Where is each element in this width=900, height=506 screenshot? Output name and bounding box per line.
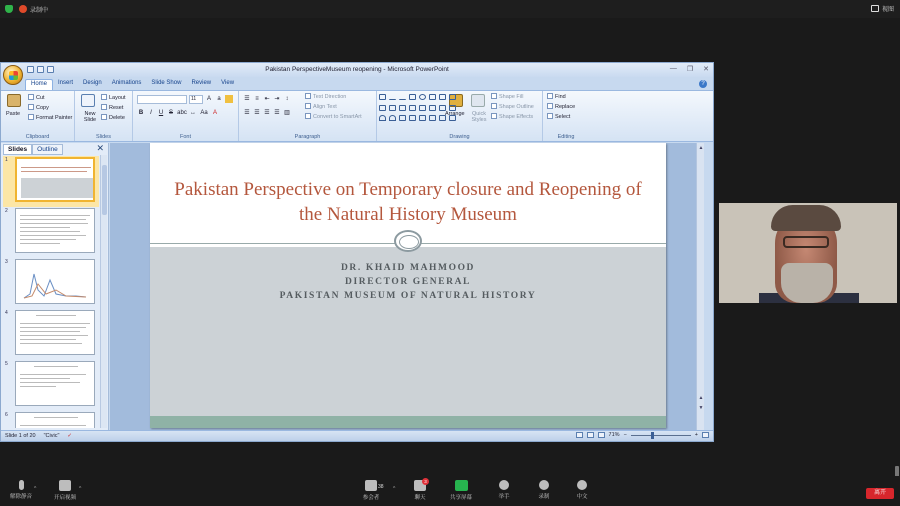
thumb-number: 6	[5, 412, 8, 418]
font-name-field[interactable]	[137, 95, 187, 104]
smartart-button[interactable]: Convert to SmartArt	[305, 113, 362, 120]
grid-view-icon	[871, 5, 879, 12]
delete-icon	[101, 114, 107, 120]
strikethrough-button[interactable]: S	[168, 110, 173, 116]
slide-thumbnail[interactable]	[3, 360, 99, 411]
office-button[interactable]	[3, 65, 23, 85]
thumb-number: 5	[5, 361, 8, 367]
language-button[interactable]: 中文	[572, 480, 592, 500]
line-spacing-icon[interactable]: ↕	[285, 96, 289, 102]
tab-insert[interactable]: Insert	[58, 80, 74, 86]
shape-bracket-icon[interactable]	[409, 105, 416, 111]
drawing-label: Drawing	[449, 134, 470, 140]
shape-rectangle-icon[interactable]	[409, 94, 416, 100]
bullets-icon[interactable]: ☰	[244, 96, 250, 102]
leave-button[interactable]: 离开	[866, 488, 894, 499]
increase-indent-icon[interactable]: ⇥	[274, 96, 280, 102]
video-options-icon[interactable]: ^	[79, 486, 82, 492]
pane-tabs	[3, 144, 63, 155]
zoom-top-bar	[0, 0, 900, 18]
scroll-up-icon[interactable]: ▲	[698, 145, 704, 151]
slide-editor	[110, 143, 704, 430]
thumb-preview	[15, 412, 95, 428]
zoom-out-icon[interactable]: −	[623, 432, 627, 438]
shape-arrow-icon[interactable]	[389, 105, 396, 111]
record-icon	[539, 480, 549, 490]
recording-label: 录制中	[30, 8, 49, 14]
slide-thumbnail[interactable]	[3, 258, 99, 309]
find-icon	[547, 93, 553, 99]
thumb-number: 2	[5, 208, 8, 214]
new-slide-icon[interactable]	[81, 94, 95, 107]
align-left-icon[interactable]: ☰	[244, 110, 250, 116]
chat-badge: 3	[422, 478, 429, 485]
font-group	[133, 91, 239, 141]
align-right-icon[interactable]: ☰	[264, 110, 270, 116]
slides-pane	[1, 143, 109, 430]
current-slide[interactable]	[150, 143, 666, 428]
audio-options-icon[interactable]: ^	[34, 486, 37, 492]
select-icon	[547, 113, 553, 119]
shape-outline-icon	[491, 103, 497, 109]
delete-button[interactable]: Delete	[101, 114, 125, 121]
copy-button[interactable]: Copy	[28, 104, 49, 111]
quick-styles-button[interactable]: Quick Styles	[471, 111, 487, 123]
paste-icon[interactable]	[7, 94, 21, 107]
ribbon-tabs	[25, 79, 239, 90]
thumb-preview	[15, 259, 95, 304]
reset-button[interactable]: Reset	[101, 104, 123, 111]
shape-rectangle-icon[interactable]	[379, 94, 386, 100]
thumb-number: 1	[5, 157, 8, 163]
clipboard-group	[1, 91, 75, 141]
layout-button[interactable]: Layout	[101, 94, 126, 101]
shrink-font-icon[interactable]: a	[217, 96, 221, 102]
thumb-preview	[15, 361, 95, 406]
participants-count: 38	[378, 484, 384, 490]
format-painter-button[interactable]: Format Painter	[28, 114, 72, 121]
grow-font-icon[interactable]: A	[206, 96, 211, 102]
arrange-button[interactable]: Arrange	[445, 111, 465, 117]
raise-hand-button[interactable]: 举手	[494, 480, 514, 500]
chat-icon	[414, 480, 426, 491]
new-slide-button[interactable]: New Slide	[83, 111, 97, 123]
subtitle-box[interactable]	[150, 247, 666, 417]
spellcheck-icon[interactable]: ✓	[67, 433, 73, 439]
share-screen-button[interactable]: 共享屏幕	[448, 480, 474, 501]
fit-slide-icon[interactable]	[702, 432, 709, 438]
unmute-button[interactable]: 解除静音	[8, 480, 34, 500]
paragraph-group	[239, 91, 377, 141]
view-label: 视图	[881, 7, 894, 13]
participants-button[interactable]: 参会者	[360, 480, 382, 501]
shape-bracket-icon[interactable]	[399, 105, 406, 111]
justify-icon[interactable]: ☰	[274, 110, 280, 116]
video-person-glasses	[783, 236, 829, 248]
slide-thumbnail[interactable]	[3, 411, 99, 428]
language-icon	[577, 480, 587, 490]
next-slide-icon[interactable]: ▼	[698, 405, 704, 411]
powerpoint-window	[0, 62, 714, 442]
tab-slide-show[interactable]: Slide Show	[151, 80, 182, 86]
minimize-icon[interactable]: —	[669, 65, 677, 72]
shadow-button[interactable]: abc	[177, 110, 187, 116]
thumb-number: 3	[5, 259, 8, 265]
editing-label: Editing	[557, 134, 575, 140]
format-painter-icon	[28, 114, 34, 120]
window-title: Pakistan PerspectiveMuseum reopening - Microsoft PowerPoint	[265, 66, 449, 73]
font-size-buttons	[205, 95, 233, 103]
shape-rectangle-icon[interactable]	[429, 94, 436, 100]
participants-options-icon[interactable]: ^	[393, 486, 396, 492]
start-video-button[interactable]: 开启视频	[52, 480, 78, 501]
tab-slides[interactable]: Slides	[3, 144, 32, 155]
tab-animations[interactable]: Animations	[111, 80, 142, 86]
shape-star-icon[interactable]	[429, 105, 436, 111]
slides-group	[75, 91, 133, 141]
shape-curve-icon[interactable]	[389, 115, 396, 121]
shape-line-icon[interactable]	[389, 94, 396, 100]
slide-title[interactable]: Pakistan Perspective on Temporary closure and Reopening of the Natural History Museum	[174, 179, 642, 225]
zoom-level[interactable]: 71%	[608, 432, 620, 438]
security-shield-icon[interactable]	[5, 5, 13, 13]
participants-icon	[365, 480, 377, 491]
align-text-button[interactable]: Align Text	[305, 103, 337, 110]
replace-icon	[547, 103, 553, 109]
clear-format-icon[interactable]	[225, 95, 233, 103]
change-case-button[interactable]: Aa	[200, 110, 208, 116]
shape-rectangle-icon[interactable]	[449, 94, 456, 100]
find-button[interactable]: Find	[547, 93, 566, 100]
reset-icon	[101, 104, 107, 110]
font-style-buttons	[137, 109, 219, 117]
shape-brace-icon[interactable]	[409, 115, 416, 121]
hand-icon	[499, 480, 509, 490]
shape-star-icon[interactable]	[419, 105, 426, 111]
chat-button[interactable]: 3 聊天	[410, 480, 430, 501]
window-controls	[670, 65, 709, 73]
thumbnail-list	[3, 156, 99, 428]
thumb-preview	[15, 208, 95, 253]
align-center-icon[interactable]: ☰	[254, 110, 260, 116]
spacing-icon[interactable]: ↔	[190, 110, 196, 116]
cut-icon	[28, 94, 34, 100]
font-label: Font	[179, 134, 191, 140]
status-right	[576, 432, 709, 438]
tab-review[interactable]: Review	[191, 80, 212, 86]
slide-scrollbar[interactable]	[696, 143, 704, 430]
shape-effects-icon	[491, 113, 497, 119]
numbering-icon[interactable]: ≡	[255, 96, 259, 102]
pane-scrollbar[interactable]	[100, 155, 107, 428]
layout-icon	[101, 94, 107, 100]
participant-video[interactable]	[719, 203, 897, 303]
chart-thumbnail	[16, 260, 94, 303]
clipboard-label: Clipboard	[25, 134, 50, 140]
underline-button[interactable]: U	[158, 110, 164, 116]
restore-icon[interactable]: ❐	[686, 66, 694, 73]
prev-slide-icon[interactable]: ▲	[698, 395, 704, 401]
replace-button[interactable]: Replace	[547, 103, 575, 110]
title-bar	[1, 63, 713, 77]
shapes-gallery[interactable]	[379, 94, 443, 124]
shape-fill-icon	[491, 93, 497, 99]
shape-brace-icon[interactable]	[399, 115, 406, 121]
quick-styles-icon[interactable]	[471, 94, 485, 107]
slides-label: Slides	[96, 134, 111, 140]
close-pane-icon[interactable]: ✕	[96, 143, 104, 153]
presenter-role: DIRECTOR GENERAL	[345, 277, 471, 287]
align-text-icon	[305, 103, 311, 109]
tab-outline[interactable]: Outline	[32, 144, 63, 155]
thumb-preview	[15, 157, 95, 202]
camera-off-icon	[59, 480, 71, 491]
shape-callout-icon[interactable]	[439, 105, 446, 111]
tab-view[interactable]: View	[221, 80, 235, 86]
view-button[interactable]	[871, 4, 894, 13]
slide-footer-band	[150, 416, 666, 428]
presenter-name: DR. KHAID MAHMOOD	[340, 263, 476, 273]
columns-icon[interactable]: ▥	[284, 110, 290, 116]
smartart-icon	[305, 113, 311, 119]
sorter-view-icon[interactable]	[587, 432, 594, 438]
zoom-slider[interactable]	[631, 435, 691, 436]
slideshow-view-icon[interactable]	[598, 432, 605, 438]
select-button[interactable]: Select	[547, 113, 570, 120]
pane-scroll-thumb[interactable]	[102, 165, 107, 215]
share-screen-icon	[455, 480, 468, 491]
text-direction-icon	[305, 93, 311, 99]
shape-outline-button[interactable]: Shape Outline	[491, 103, 534, 110]
paragraph-label: Paragraph	[294, 134, 321, 140]
ribbon	[1, 90, 713, 142]
help-icon[interactable]: ?	[699, 80, 707, 88]
video-person-hair	[771, 205, 841, 231]
thumb-number: 4	[5, 310, 8, 316]
microphone-muted-icon	[19, 480, 24, 490]
status-bar	[1, 430, 713, 441]
font-size-field[interactable]: 11	[189, 95, 203, 104]
shape-arrow-icon[interactable]	[379, 105, 386, 111]
divider-ornament	[394, 230, 422, 252]
tab-home[interactable]: Home	[25, 79, 53, 90]
theme-name: "Civic"	[43, 433, 60, 439]
zoom-in-icon[interactable]: +	[694, 432, 698, 438]
record-button[interactable]: 录制	[534, 480, 554, 500]
close-icon[interactable]: ✕	[703, 66, 709, 73]
slide-thumbnail[interactable]	[3, 156, 99, 207]
shape-effects-button[interactable]: Shape Effects	[491, 113, 533, 120]
shape-more-icon[interactable]	[439, 115, 446, 121]
tab-design[interactable]: Design	[83, 80, 102, 86]
zoom-slider-knob[interactable]	[651, 432, 654, 439]
slide-counter: Slide 1 of 20	[5, 433, 36, 439]
align-buttons	[243, 109, 291, 117]
bold-button[interactable]: B	[138, 110, 144, 116]
editing-group	[543, 91, 589, 141]
zoom-bottom-bar	[0, 476, 900, 506]
font-color-button[interactable]: A	[212, 110, 217, 116]
slide-thumbnail[interactable]	[3, 309, 99, 360]
decrease-indent-icon[interactable]: ⇤	[264, 96, 270, 102]
status-left	[5, 433, 72, 439]
paste-button[interactable]: Paste	[6, 111, 21, 117]
list-buttons	[243, 95, 291, 103]
shape-heart-icon[interactable]	[429, 115, 436, 121]
shape-curve-icon[interactable]	[379, 115, 386, 121]
slide-thumbnail[interactable]	[3, 207, 99, 258]
shape-callout-icon[interactable]	[449, 105, 456, 111]
copy-icon	[28, 104, 34, 110]
shape-oval-icon[interactable]	[419, 94, 426, 100]
shape-star-icon[interactable]	[419, 115, 426, 121]
organization: PAKISTAN MUSEUM OF NATURAL HISTORY	[279, 291, 537, 301]
recording-icon	[19, 5, 27, 13]
video-person-beard	[781, 263, 833, 303]
shape-fill-button[interactable]: Shape Fill	[491, 93, 523, 100]
thumb-preview	[15, 310, 95, 355]
cut-button[interactable]: Cut	[28, 94, 45, 101]
shape-more-icon[interactable]	[449, 115, 456, 121]
shape-line-icon[interactable]	[399, 94, 406, 100]
text-direction-button[interactable]: Text Direction	[305, 93, 346, 100]
normal-view-icon[interactable]	[576, 432, 583, 438]
shape-triangle-icon[interactable]	[439, 94, 446, 100]
italic-button[interactable]: I	[150, 110, 152, 116]
